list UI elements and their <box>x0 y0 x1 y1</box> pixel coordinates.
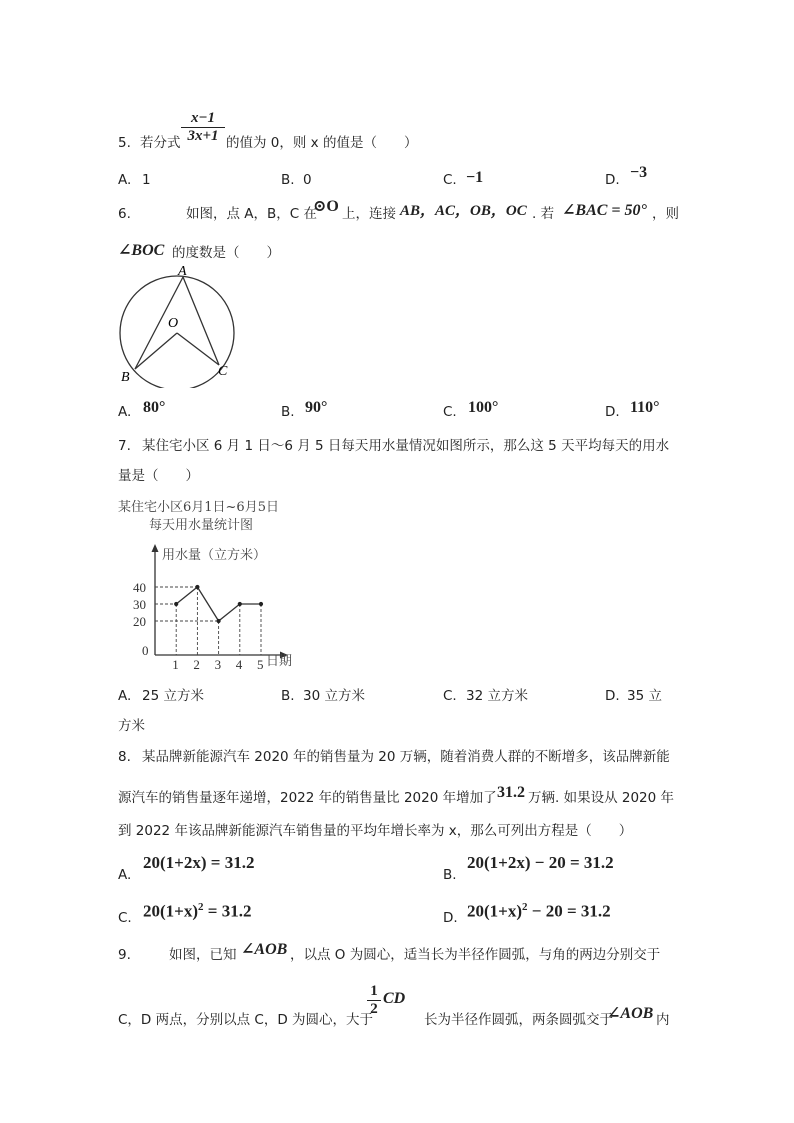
q9-line-2-pre: C，D 两点，分别以点 C，D 为圆心，大于 <box>118 1012 374 1028</box>
chart-xtick-label-4: 4 <box>235 657 243 672</box>
q7-line-1: 某住宅小区 6 月 1 日～6 月 5 日每天用水量情况如图所示，那么这 5 天平均每天的用水 <box>142 438 670 454</box>
q9-line-2-mid: 长为半径作圆弧，两条圆弧交于 <box>424 1012 613 1028</box>
q8-option-d-letter: D. <box>443 910 458 926</box>
q6-circle-figure <box>115 263 245 388</box>
q6-option-b-value: 90° <box>305 399 328 416</box>
q8-line-2-pre: 源汽车的销售量逐年递增，2022 年的销售量比 2020 年增加了 <box>118 790 497 806</box>
chart-xtick-label-2: 2 <box>193 657 200 672</box>
q8-number: 8. <box>118 749 131 765</box>
q8-option-c-rest: = 31.2 <box>203 901 252 921</box>
q9-line-2-end: 内 <box>656 1012 670 1028</box>
q5-option-c-value: −1 <box>466 169 484 186</box>
q6-text-5: 的度数是（ ） <box>172 245 280 261</box>
q7-number: 7. <box>118 438 131 454</box>
q5-option-d-value: −3 <box>630 164 648 181</box>
q6-given-angle: ∠BAC = 50° <box>562 202 647 219</box>
chart-xtick-label-5: 5 <box>257 657 264 672</box>
chart-y-axis-arrow <box>152 544 159 552</box>
q9-fraction <box>367 983 381 1018</box>
q6-circle <box>120 276 234 388</box>
chart-ylabel: 用水量（立方米） <box>162 547 267 562</box>
q7-option-a-letter: A. <box>118 688 132 704</box>
chart-point-day-1 <box>174 602 178 606</box>
q9-number: 9. <box>118 947 131 963</box>
q5-option-c-letter: C. <box>443 172 457 188</box>
q5-option-a-letter: A. <box>118 172 132 188</box>
chart-xlabel: 日期 <box>266 653 293 668</box>
q9-fraction-denominator: 2 <box>370 1001 378 1017</box>
chart-title: 某住宅小区6月1日~6月5日 <box>118 500 279 515</box>
q7-option-c-value: 32 立方米 <box>466 688 528 704</box>
q8-option-b-letter: B. <box>443 867 457 883</box>
q5-fraction <box>181 110 225 145</box>
chart-xtick-label-3: 3 <box>214 657 222 672</box>
q5-option-a-value: 1 <box>142 172 151 188</box>
q6-label-a: A <box>178 264 187 279</box>
chart-origin-label: 0 <box>142 643 149 658</box>
q6-label-b: B <box>121 370 130 385</box>
q6-number: 6. <box>118 206 131 222</box>
chart-series-line <box>176 587 261 621</box>
q9-angle: ∠AOB <box>241 941 288 958</box>
q6-target-angle: ∠BOC <box>118 242 165 259</box>
q6-option-a-letter: A. <box>118 404 132 420</box>
q8-option-a-value: 20(1+2x) = 31.2 <box>143 853 255 872</box>
q5-fraction-denominator: 3x+1 <box>187 128 219 144</box>
chart-ytick-label-40: 40 <box>133 580 146 595</box>
q5-number: 5. <box>118 135 131 151</box>
q5-option-b-value: 0 <box>303 172 312 188</box>
chart-subtitle: 每天用水量统计图 <box>149 518 254 533</box>
q6-label-o: O <box>168 316 179 331</box>
q5-text-post: 的值为 0，则 x 的值是（ ） <box>226 135 418 151</box>
q8-option-c-base: 20(1+x) <box>143 901 199 921</box>
q9-fraction-numerator: 1 <box>367 983 381 1001</box>
q6-label-c: C <box>218 364 228 379</box>
q6-option-d-value: 110° <box>630 399 660 416</box>
q6-text-4: ，则 <box>652 206 679 222</box>
q6-text-1: 如图，点 A，B，C 在 <box>186 206 318 222</box>
q6-option-d-letter: D. <box>605 404 620 420</box>
q8-line-2-post: 万辆. 如果设从 2020 年 <box>528 790 675 806</box>
q5-fraction-numerator: x−1 <box>181 110 225 128</box>
chart-point-day-4 <box>238 602 242 606</box>
q8-line-2-number: 31.2 <box>497 784 525 801</box>
chart-xtick-label-1: 1 <box>172 657 179 672</box>
q8-option-d-base: 20(1+x) <box>467 901 523 921</box>
q6-text-2: 上，连接 <box>342 206 396 222</box>
q8-option-d-rest: − 20 = 31.2 <box>527 901 611 921</box>
chart-ytick-label-30: 30 <box>133 597 146 612</box>
chart-point-day-5 <box>259 602 263 606</box>
q7-option-b-letter: B. <box>281 688 295 704</box>
chart-ytick-label-20: 20 <box>133 614 146 629</box>
q9-fraction-tail: CD <box>383 990 406 1007</box>
q7-option-c-letter: C. <box>443 688 457 704</box>
q9-angle-2: ∠AOB <box>607 1005 654 1022</box>
q7-line-2: 量是（ ） <box>118 468 199 484</box>
q8-line-1: 某品牌新能源汽车 2020 年的销售量为 20 万辆，随着消费人群的不断增多，该品牌新能 <box>142 749 670 765</box>
q5-option-d-letter: D. <box>605 172 620 188</box>
q9-line-1-post: ，以点 O 为圆心，适当长为半径作圆弧，与角的两边分别交于 <box>290 947 661 963</box>
q6-text-3: . 若 <box>532 206 555 222</box>
q5-text-pre: 若分式 <box>140 135 181 151</box>
q6-option-c-letter: C. <box>443 404 457 420</box>
q7-option-a-value: 25 立方米 <box>142 688 204 704</box>
q6-circle-symbol: ⊙O <box>313 198 339 215</box>
q8-option-a-letter: A. <box>118 867 132 883</box>
q6-option-a-value: 80° <box>143 399 166 416</box>
q8-option-c-value <box>143 898 251 921</box>
q7-option-d-value: 35 立 <box>627 688 662 704</box>
q7-option-d-letter: D. <box>605 688 620 704</box>
q5-option-b-letter: B. <box>281 172 295 188</box>
q8-line-3: 到 2022 年该品牌新能源汽车销售量的平均年增长率为 x，那么可列出方程是（ ） <box>118 823 633 839</box>
q8-option-b-value: 20(1+2x) − 20 = 31.2 <box>467 853 614 872</box>
q7-option-d-wrap: 方米 <box>118 718 145 734</box>
q6-segment-ob <box>135 333 177 369</box>
chart-point-day-3 <box>217 619 221 623</box>
q8-option-c-letter: C. <box>118 910 132 926</box>
q6-option-b-letter: B. <box>281 404 295 420</box>
q8-option-d-exponent: 2 <box>522 901 528 913</box>
water-usage-line-chart <box>120 538 320 673</box>
q8-option-d-value <box>467 898 611 921</box>
q8-option-c-exponent: 2 <box>198 901 204 913</box>
chart-point-day-2 <box>195 585 199 589</box>
q9-line-1-pre: 如图，已知 <box>169 947 237 963</box>
q6-option-c-value: 100° <box>468 399 499 416</box>
q7-option-b-value: 30 立方米 <box>303 688 365 704</box>
q6-segments: AB，AC，OB，OC <box>400 203 527 219</box>
